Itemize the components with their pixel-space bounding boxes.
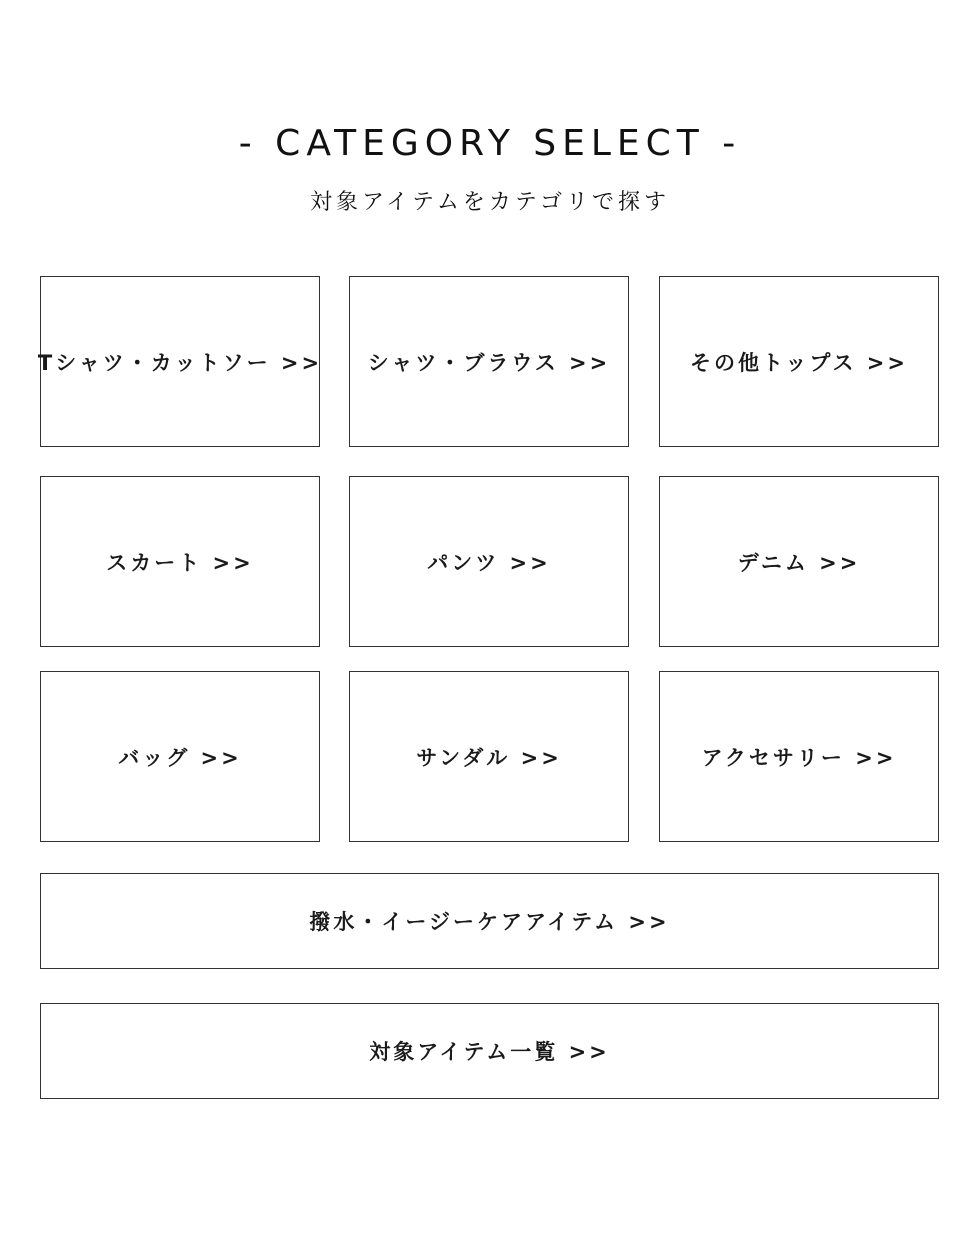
category-skirt-button[interactable] xyxy=(40,476,320,647)
wide-link-label: 対象アイテム一覧 >> xyxy=(369,1040,610,1064)
category-label: Tシャツ・カットソー >> xyxy=(37,350,323,375)
page-subtitle: 対象アイテムをカテゴリで探す xyxy=(309,190,671,215)
category-label: シャツ・ブラウス >> xyxy=(367,350,611,375)
category-tshirt-cutsew-button[interactable] xyxy=(37,276,323,447)
category-accessory-button[interactable] xyxy=(659,671,939,842)
category-bag-button[interactable] xyxy=(40,671,320,842)
category-label: バッグ >> xyxy=(118,745,242,770)
category-pants-button[interactable] xyxy=(349,476,629,647)
all-items-list-button[interactable] xyxy=(40,1003,939,1099)
category-other-tops-button[interactable] xyxy=(659,276,939,447)
category-label: アクセサリー >> xyxy=(701,745,897,770)
category-label: その他トップス >> xyxy=(689,350,909,375)
page-title: - CATEGORY SELECT - xyxy=(238,123,742,164)
category-label: スカート >> xyxy=(106,550,254,575)
water-repellent-easy-care-button[interactable] xyxy=(40,873,939,969)
category-label: サンダル >> xyxy=(416,745,562,770)
category-label: デニム >> xyxy=(737,550,861,575)
wide-link-label: 撥水・イージーケアアイテム >> xyxy=(309,910,670,934)
category-sandal-button[interactable] xyxy=(349,671,629,842)
category-shirt-blouse-button[interactable] xyxy=(349,276,629,447)
category-denim-button[interactable] xyxy=(659,476,939,647)
category-label: パンツ >> xyxy=(427,550,551,575)
